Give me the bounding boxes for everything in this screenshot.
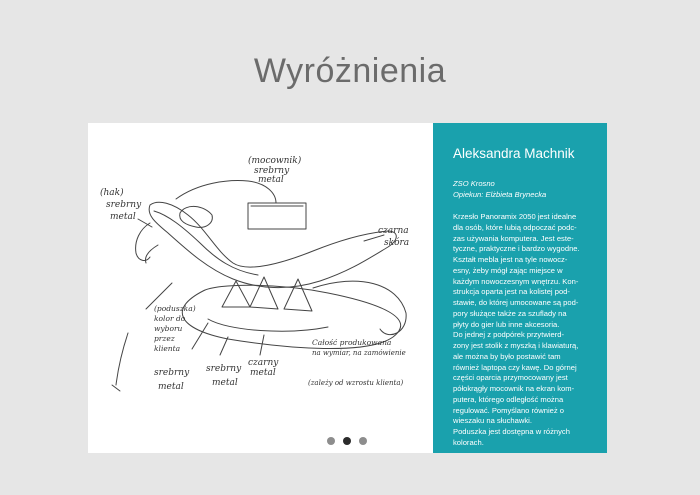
- pagination-dot-1[interactable]: [327, 437, 335, 445]
- annotation-text: klienta: [154, 344, 181, 353]
- annotation-text: srebrny: [206, 364, 242, 374]
- pagination-dot-3[interactable]: [359, 437, 367, 445]
- author-name: Aleksandra Machnik: [453, 146, 575, 161]
- info-panel: [433, 123, 607, 453]
- annotation-text: (zależy od wzrostu klienta): [308, 379, 404, 387]
- annotation-text: metal: [212, 378, 238, 388]
- annotation-text: Całość produkowana: [312, 338, 392, 347]
- annotation-text: przez: [154, 334, 175, 343]
- slider-pagination: [327, 437, 367, 445]
- sketch-drawing: [88, 123, 433, 453]
- annotation-text: metal: [258, 175, 284, 185]
- annotation-text: kolor do: [154, 314, 186, 323]
- pagination-dot-2[interactable]: [343, 437, 351, 445]
- project-description: Krzesło Panoramix 2050 jest idealne dla osób, które lubią odpoczać podc- zas używania komputera. Jest este- tyczne, praktyczne i bardzo wygodne. Kształt mebla jest na tyle nowocz- esny, żeby mógł zając miejsce w każdym nowoczesnym wnętrzu. Kon- strukcja oparta jest na kolistej pod- stawie, do której umocowane są pod- pory służące także za szuflady na płyty do gier lub inne akcesoria. Do jednej z podpórek przytwierd- zony jest stolik z myszką i klawiaturą, ale można by było postawić tam również laptopa czy kawę. Do górnej części oparcia przymocowany jest półokrągły mocownik na ekran kom- putera, którego odległość można regulować. Pomyślano również o wieszaku na słuchawki. Poduszka jest dostępna w różnych kolorach.: [453, 212, 580, 447]
- annotation-text: skóra: [384, 238, 410, 248]
- annotation-text: (hak): [100, 188, 124, 198]
- annotation-text: srebrny: [254, 166, 290, 176]
- annotation-text: metal: [158, 382, 184, 392]
- tutor-name: Opiekun: Elżbieta Brynecka: [453, 190, 547, 199]
- school-name: ZSO Krosno: [453, 179, 495, 188]
- page-title: Wyróżnienia: [253, 52, 447, 90]
- annotation-text: srebrny: [154, 368, 190, 378]
- annotation-text: na wymiar, na zamówienie: [312, 349, 406, 357]
- annotation-text: czarny: [248, 358, 279, 368]
- annotation-text: (poduszka): [154, 304, 196, 313]
- annotation-text: metal: [250, 368, 276, 378]
- annotation-text: (mocownik): [248, 156, 302, 166]
- featured-slider: [88, 123, 607, 453]
- annotation-text: czarna: [378, 226, 409, 236]
- annotation-text: wyboru: [154, 324, 183, 333]
- annotation-text: srebrny: [106, 200, 142, 210]
- annotation-text: metal: [110, 212, 136, 222]
- chair-sketch-image: [88, 123, 433, 453]
